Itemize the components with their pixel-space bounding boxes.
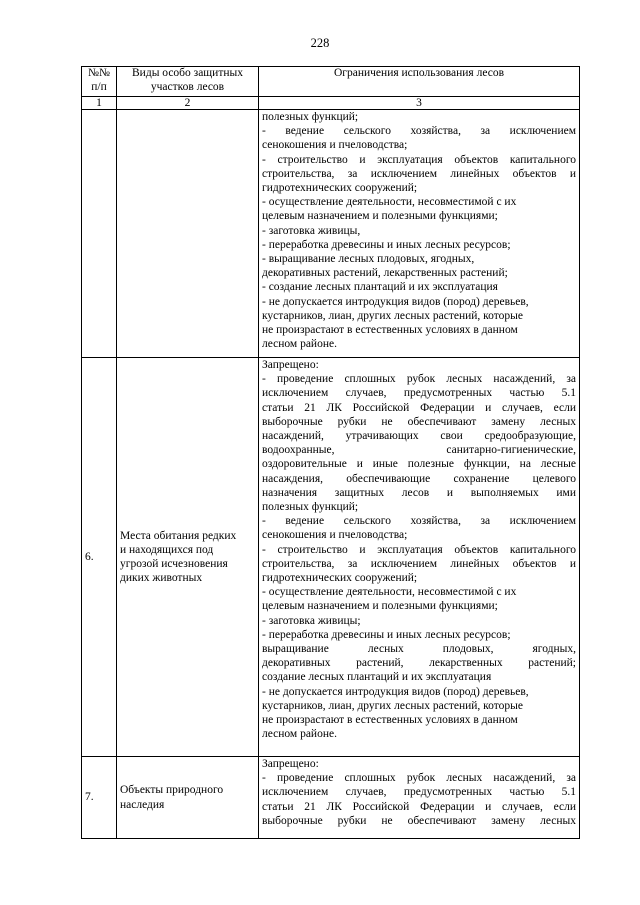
row-restrictions (259, 110, 580, 358)
header-number-line2: п/п (91, 80, 107, 93)
kind-line: Места обитания редких (120, 529, 237, 542)
restriction-line: оздоровительные и иные полезные функции, на лесные (262, 458, 576, 471)
restriction-line: целевым назначением и полезными функциями; (262, 600, 498, 613)
restriction-line: выборочные рубки не обеспечивают замену лесных (262, 814, 576, 827)
restriction-line: Запрещено: (262, 359, 319, 371)
page-number: 228 (310, 36, 330, 50)
header-kind-line2: участков лесов (150, 80, 225, 93)
row-number: 7. (82, 757, 117, 839)
table-row (82, 358, 580, 757)
restriction-line: гидротехнических сооружений; (262, 182, 418, 195)
restriction-line: водоохранные, санитарно-гигиенические, (262, 444, 576, 457)
header-number (82, 67, 117, 97)
restriction-line: кустарников, лиан, других лесных растений, которые (262, 699, 523, 712)
kind-line: наследия (120, 798, 165, 811)
restriction-line: исключением случаев, предусмотренных частью 5.1 (262, 786, 576, 799)
row-kind (117, 110, 259, 358)
row-number: 6. (82, 358, 117, 757)
restriction-line: кустарников, лиан, других лесных растений, которые (262, 309, 523, 322)
restriction-line: - не допускается интродукция видов (пород) деревьев, (262, 685, 529, 698)
restriction-line: исключением случаев, предусмотренных частью 5.1 (262, 387, 576, 400)
restriction-line: полезных функций; (262, 501, 359, 514)
restriction-line: - ведение сельского хозяйства, за исключением (262, 515, 576, 528)
kind-line: угрозой исчезновения (120, 558, 228, 570)
restriction-line: - осуществление деятельности, несовместимой с их (262, 586, 517, 599)
header-number-line1: №№ (88, 67, 110, 79)
row-number (82, 110, 117, 358)
restriction-line: лесном районе. (262, 728, 337, 741)
restriction-line: - осуществление деятельности, несовместимой с их (262, 196, 517, 209)
restriction-line: назначения защитных лесов и выполняемых ими (262, 486, 576, 499)
restriction-line: - создание лесных плантаций и их эксплуатация (262, 281, 498, 294)
header-kind (117, 67, 259, 97)
restriction-line: строительства, за исключением линейных объектов и (262, 557, 576, 570)
restriction-line: Запрещено: (262, 758, 319, 770)
restriction-line: не произрастают в естественных условиях в данном (262, 324, 518, 337)
restriction-line: создание лесных плантаций и их эксплуатация (262, 671, 492, 684)
restriction-line: лесном районе. (262, 338, 337, 351)
table-row (82, 757, 580, 839)
restriction-line: - заготовка живицы; (262, 614, 361, 627)
column-number-row (82, 97, 580, 110)
restriction-line: декоративных растений, лекарственных растений; (262, 267, 508, 280)
row-restrictions (259, 358, 580, 757)
restriction-line: не произрастают в естественных условиях в данном (262, 714, 518, 727)
column-number-1: 1 (82, 97, 117, 110)
kind-line: и находящихся под (120, 543, 214, 556)
row-kind (117, 358, 259, 757)
restriction-line: выращивание лесных плодовых, ягодных, (262, 643, 576, 656)
restriction-line: насаждения, обеспечивающие сохранение целевого (262, 472, 576, 485)
restriction-line: - проведение сплошных рубок лесных насаждений, за (262, 772, 576, 785)
restriction-line: полезных функций; (262, 111, 359, 123)
header-restrictions: Ограничения использования лесов (259, 67, 580, 97)
column-number-3: 3 (259, 97, 580, 110)
kind-line: диких животных (120, 572, 203, 585)
restriction-line: статьи 21 ЛК Российской Федерации и случаев, если (262, 800, 576, 813)
restriction-line: целевым назначением и полезными функциями; (262, 210, 498, 223)
column-number-2: 2 (117, 97, 259, 110)
restriction-line: сенокошения и пчеловодства; (262, 529, 408, 542)
restriction-line: статьи 21 ЛК Российской Федерации и случаев, если (262, 401, 576, 414)
row-restrictions (259, 757, 580, 839)
header-kind-line1: Виды особо защитных (132, 67, 243, 79)
restriction-line: насаждений, утрачивающих свои средообразующие, (262, 430, 576, 443)
restriction-line: гидротехнических сооружений; (262, 572, 418, 585)
restriction-line: - заготовка живицы, (262, 224, 361, 237)
restriction-line: строительства, за исключением линейных объектов и (262, 167, 576, 180)
restriction-line: - выращивание лесных плодовых, ягодных, (262, 253, 475, 266)
table-header-row (82, 67, 580, 97)
restriction-line: - переработка древесины и иных лесных ресурсов; (262, 238, 511, 251)
kind-line: Объекты природного (120, 784, 224, 797)
restriction-line: сенокошения и пчеловодства; (262, 139, 408, 152)
restriction-line: - переработка древесины и иных лесных ресурсов; (262, 628, 511, 641)
restriction-line: - строительство и эксплуатация объектов капитального (262, 543, 576, 556)
restriction-line: декоративных растений, лекарственных растений; (262, 657, 576, 670)
restriction-line: - проведение сплошных рубок лесных насаждений, за (262, 373, 576, 386)
restriction-line: - не допускается интродукция видов (пород) деревьев, (262, 295, 529, 308)
row-kind (117, 757, 259, 839)
restriction-line: - ведение сельского хозяйства, за исключением (262, 125, 576, 138)
restriction-line: - строительство и эксплуатация объектов капитального (262, 153, 576, 166)
forest-restrictions-table (81, 66, 580, 839)
table-row (82, 110, 580, 358)
restriction-line: выборочные рубки не обеспечивают замену лесных (262, 415, 576, 428)
